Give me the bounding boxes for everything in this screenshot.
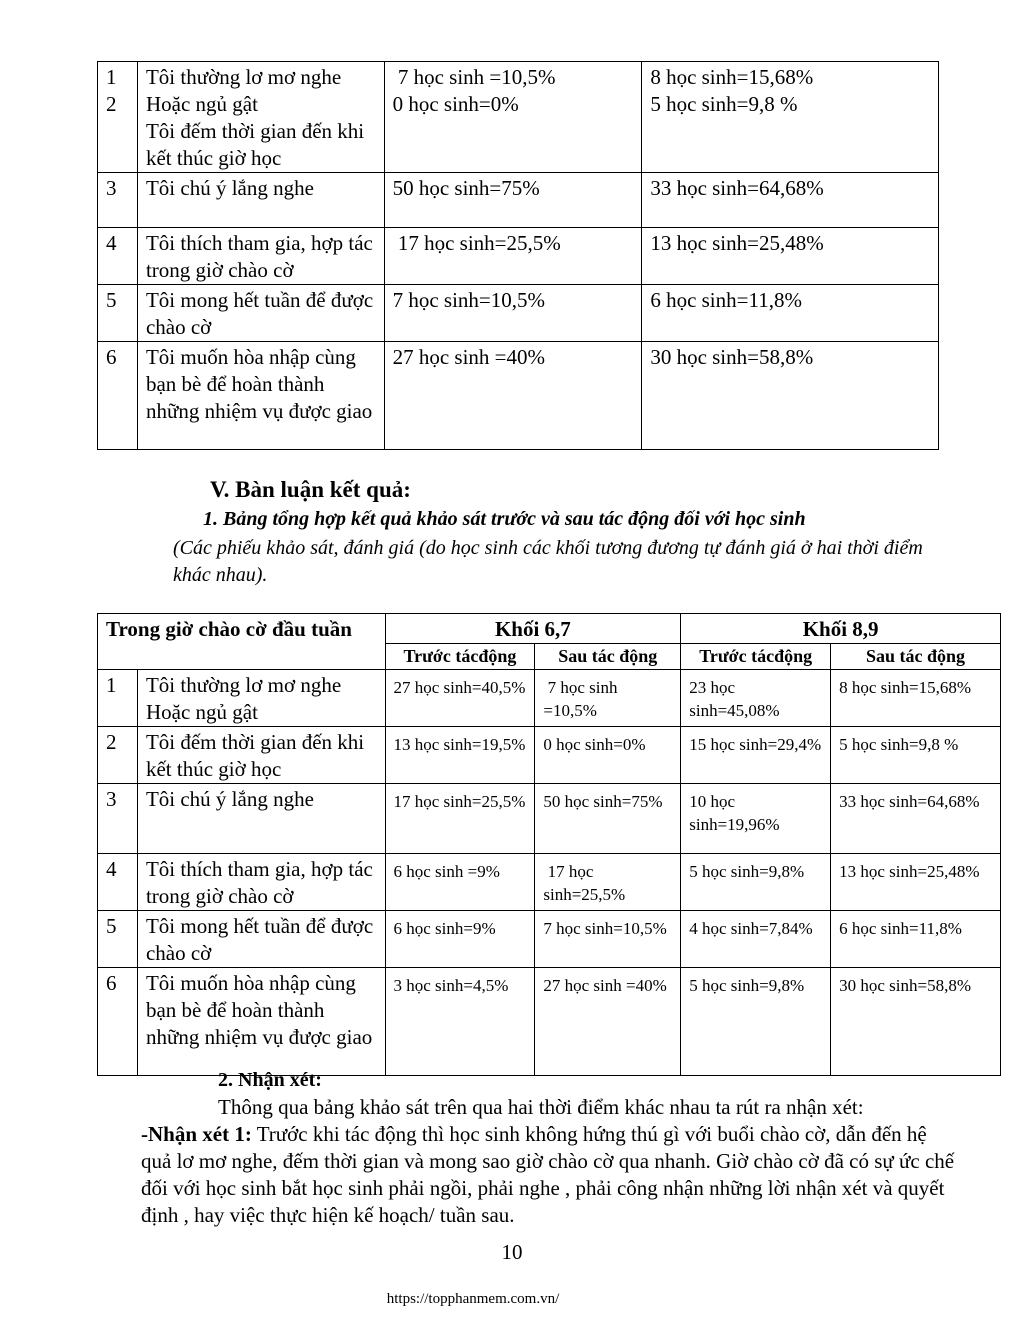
summary-table <box>97 613 1001 1076</box>
value-cell: 6 học sinh =9% <box>385 854 535 911</box>
row-number: 6 <box>98 342 138 450</box>
statement-cell: Tôi muốn hòa nhập cùng bạn bè để hoàn thành những nhiệm vụ được giao <box>137 342 384 450</box>
statement-cell: Tôi muốn hòa nhập cùng bạn bè để hoàn thành những nhiệm vụ được giao <box>137 968 385 1076</box>
value-cell: 6 học sinh=11,8% <box>831 911 1001 968</box>
row-number: 4 <box>98 228 138 285</box>
value-cell: 6 học sinh=11,8% <box>642 285 939 342</box>
value-cell: 7 học sinh =10,5% <box>535 670 681 727</box>
row-number: 3 <box>98 784 138 854</box>
value-cell: 27 học sinh =40% <box>535 968 681 1076</box>
value-cell: 6 học sinh=9% <box>385 911 535 968</box>
value-cell: 5 học sinh=9,8% <box>681 854 831 911</box>
table-row <box>98 62 939 173</box>
value-cell: 8 học sinh=15,68% <box>831 670 1001 727</box>
statement-cell: Tôi thường lơ mơ nghe Hoặc ngủ gật Tôi đếm thời gian đến khi kết thúc giờ học <box>137 62 384 173</box>
value-cell: 50 học sinh=75% <box>384 173 642 228</box>
after-header: Sau tác động <box>535 644 681 670</box>
row-number: 4 <box>98 854 138 911</box>
remark-1-label: -Nhận xét 1: <box>141 1122 252 1146</box>
group-header-6-7: Khối 6,7 <box>385 614 681 644</box>
row-number: 1 2 <box>98 62 138 173</box>
row-number: 5 <box>98 911 138 968</box>
table-row <box>98 670 1001 727</box>
before-header: Trước tácđộng <box>385 644 535 670</box>
value-cell: 33 học sinh=64,68% <box>642 173 939 228</box>
statement-cell: Tôi chú ý lắng nghe <box>137 173 384 228</box>
value-cell: 17 học sinh=25,5% <box>535 854 681 911</box>
subsection-title: 1. Bảng tổng hợp kết quả khảo sát trước và sau tác động đối với học sinh <box>203 508 806 530</box>
survey-note: (Các phiếu khảo sát, đánh giá (do học sinh các khối tương đương tự đánh giá ở hai thời điểm khác nhau). <box>173 537 923 586</box>
table-row <box>98 854 1001 911</box>
statement-cell: Tôi thường lơ mơ nghe Hoặc ngủ gật <box>137 670 385 727</box>
value-cell: 27 học sinh =40% <box>384 342 642 450</box>
group-header-8-9: Khối 8,9 <box>681 614 1001 644</box>
value-cell: 8 học sinh=15,68% 5 học sinh=9,8 % <box>642 62 939 173</box>
remarks-heading: 2. Nhận xét: <box>218 1069 322 1091</box>
value-cell: 7 học sinh =10,5% 0 học sinh=0% <box>384 62 642 173</box>
value-cell: 5 học sinh=9,8% <box>681 968 831 1076</box>
table-row <box>98 784 1001 854</box>
value-cell: 4 học sinh=7,84% <box>681 911 831 968</box>
table-row <box>98 285 939 342</box>
statement-cell: Tôi chú ý lắng nghe <box>137 784 385 854</box>
value-cell: 23 học sinh=45,08% <box>681 670 831 727</box>
table-row <box>98 727 1001 784</box>
value-cell: 7 học sinh=10,5% <box>535 911 681 968</box>
value-cell: 10 học sinh=19,96% <box>681 784 831 854</box>
footer-link[interactable]: https://topphanmem.com.vn/ <box>386 1291 560 1307</box>
table-row <box>98 911 1001 968</box>
value-cell: 27 học sinh=40,5% <box>385 670 535 727</box>
header-row <box>98 614 1001 644</box>
statement-cell: Tôi mong hết tuần để được chào cờ <box>137 285 384 342</box>
value-cell: 3 học sinh=4,5% <box>385 968 535 1076</box>
row-number: 3 <box>98 173 138 228</box>
value-cell: 33 học sinh=64,68% <box>831 784 1001 854</box>
remark-1-paragraph <box>141 1121 956 1229</box>
table-row <box>98 228 939 285</box>
value-cell: 13 học sinh=25,48% <box>642 228 939 285</box>
before-header: Trước tácđộng <box>681 644 831 670</box>
value-cell: 17 học sinh=25,5% <box>384 228 642 285</box>
statement-cell: Tôi mong hết tuần để được chào cờ <box>137 911 385 968</box>
table-row <box>98 173 939 228</box>
row-number: 1 <box>98 670 138 727</box>
value-cell: 13 học sinh=25,48% <box>831 854 1001 911</box>
remarks-intro: Thông qua bảng khảo sát trên qua hai thời điểm khác nhau ta rút ra nhận xét: <box>218 1095 864 1119</box>
page-number: 10 <box>501 1240 523 1264</box>
table-row <box>98 968 1001 1076</box>
value-cell: 15 học sinh=29,4% <box>681 727 831 784</box>
row-number: 2 <box>98 727 138 784</box>
value-cell: 7 học sinh=10,5% <box>384 285 642 342</box>
after-header: Sau tác động <box>831 644 1001 670</box>
value-cell: 30 học sinh=58,8% <box>831 968 1001 1076</box>
value-cell: 5 học sinh=9,8 % <box>831 727 1001 784</box>
remark-1-text: Trước khi tác động thì học sinh không hứng thú gì với buổi chào cờ, dẫn đến hệ quả lơ mơ nghe, đếm thời gian và mong sao giờ chào cờ qua nhanh. Giờ chào cờ đã có sự ức chế đối với học sinh bắt học sinh phải ngồi, phải nghe , phải công nhận những lời nhận xét và quyết định , hay việc thực hiện kế hoạch/ tuần sau. <box>141 1122 955 1227</box>
statement-cell: Tôi thích tham gia, hợp tác trong giờ chào cờ <box>137 228 384 285</box>
row-number: 5 <box>98 285 138 342</box>
statement-cell: Tôi thích tham gia, hợp tác trong giờ chào cờ <box>137 854 385 911</box>
row-number: 6 <box>98 968 138 1076</box>
value-cell: 50 học sinh=75% <box>535 784 681 854</box>
value-cell: 30 học sinh=58,8% <box>642 342 939 450</box>
value-cell: 0 học sinh=0% <box>535 727 681 784</box>
section-title: V. Bàn luận kết quả: <box>210 477 411 502</box>
value-cell: 17 học sinh=25,5% <box>385 784 535 854</box>
statement-cell: Tôi đếm thời gian đến khi kết thúc giờ học <box>137 727 385 784</box>
table-row <box>98 342 939 450</box>
results-table-continued <box>97 61 939 450</box>
header-label: Trong giờ chào cờ đầu tuần <box>98 614 386 670</box>
value-cell: 13 học sinh=19,5% <box>385 727 535 784</box>
